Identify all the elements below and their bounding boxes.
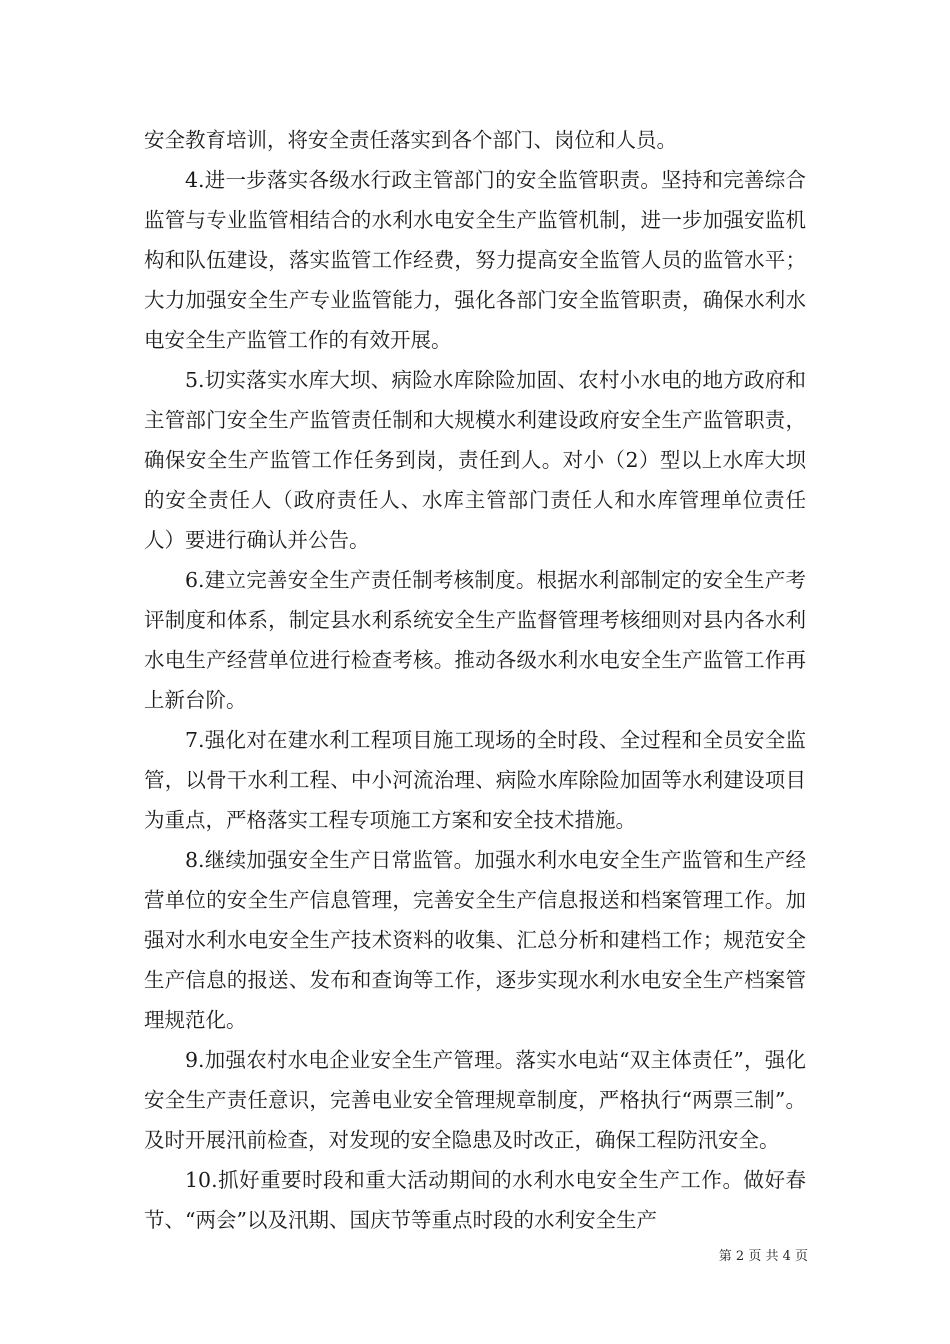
paragraph-item-6: 6.建立完善安全生产责任制考核制度。根据水利部制定的安全生产考评制度和体系，制定县水利系统安全生产监督管理考核细则对县内各水利水电生产经营单位进行检查考核。推动各级水利水电安全生产监管工作再上新台阶。 (144, 568, 806, 712)
paragraph-item-10: 10.抓好重要时段和重大活动期间的水利水电安全生产工作。做好春节、“两会”以及汛期、国庆节等重点时段的水利安全生产 (144, 1168, 806, 1232)
paragraph-continuation: 安全教育培训，将安全责任落实到各个部门、岗位和人员。 (144, 128, 677, 152)
paragraph-item-9: 9.加强农村水电企业安全生产管理。落实水电站“双主体责任”，强化安全生产责任意识，完善电业安全管理规章制度，严格执行“两票三制”。及时开展汛前检查，对发现的安全隐患及时改正，确保工程防汛安全。 (144, 1048, 806, 1152)
document-body (144, 120, 806, 1240)
paragraph-item-5: 5.切实落实水库大坝、病险水库除险加固、农村小水电的地方政府和主管部门安全生产监管责任制和大规模水利建设政府安全生产监管职责，确保安全生产监管工作任务到岗，责任到人。对小（2）型以上水库大坝的安全责任人（政府责任人、水库主管部门责任人和水库管理单位责任人）要进行确认并公告。 (144, 368, 806, 552)
page-number-footer: 第 2 页 共 4 页 (718, 1249, 808, 1264)
paragraph-item-4: 4.进一步落实各级水行政主管部门的安全监管职责。坚持和完善综合监管与专业监管相结合的水利水电安全生产监管机制，进一步加强安监机构和队伍建设，落实监管工作经费，努力提高安全监管人员的监管水平；大力加强安全生产专业监管能力，强化各部门安全监管职责，确保水利水电安全生产监管工作的有效开展。 (144, 168, 806, 352)
paragraph-item-8: 8.继续加强安全生产日常监管。加强水利水电安全生产监管和生产经营单位的安全生产信息管理，完善安全生产信息报送和档案管理工作。加强对水利水电安全生产技术资料的收集、汇总分析和建档工作；规范安全生产信息的报送、发布和查询等工作，逐步实现水利水电安全生产档案管理规范化。 (144, 848, 806, 1032)
paragraph-item-7: 7.强化对在建水利工程项目施工现场的全时段、全过程和全员安全监管，以骨干水利工程、中小河流治理、病险水库除险加固等水利建设项目为重点，严格落实工程专项施工方案和安全技术措施。 (144, 728, 806, 832)
